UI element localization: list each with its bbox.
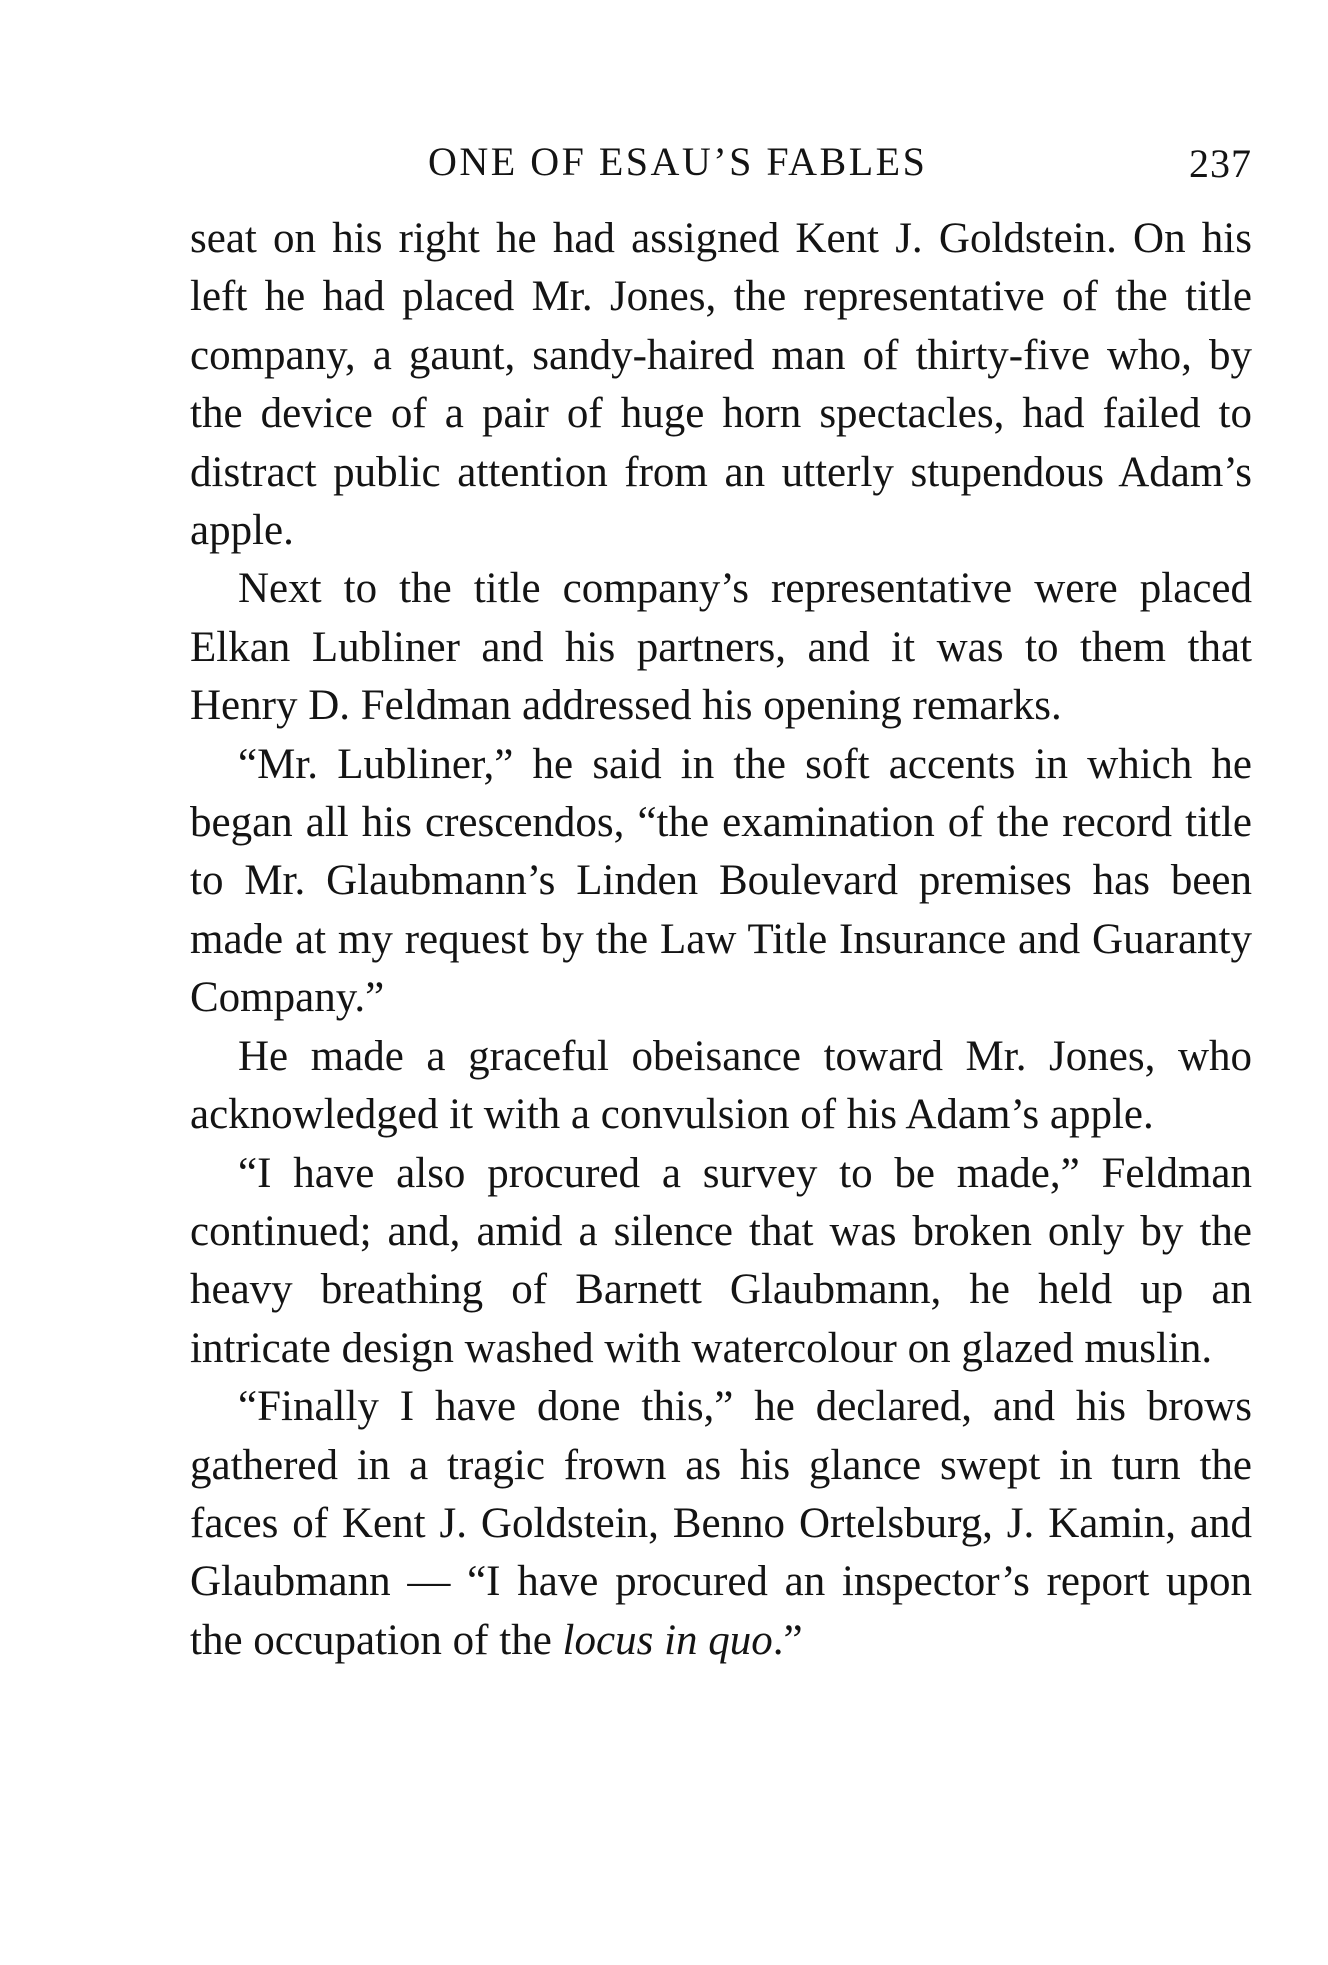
paragraph: He made a graceful obeisance toward Mr. Jones, who acknowledged it with a convulsion of his Adam’s apple.	[190, 1032, 1252, 1139]
paragraph: “Mr. Lubliner,” he said in the soft accents in which he began all his crescendos, “the examination of the record title to Mr. Glaubmann’s Linden Boulevard premises has been made at my request by the Law Title Insurance and Guaranty Company.”	[190, 740, 1252, 1022]
paragraph-text-end: .”	[772, 1616, 803, 1664]
page-number: 237	[1189, 141, 1252, 186]
paragraph: Next to the title company’s representative were placed Elkan Lubliner and his partners, and it was to them that Henry D. Feldman addressed his opening remarks.	[190, 565, 1252, 730]
running-title: ONE OF ESAU’S FABLES	[428, 139, 928, 184]
paragraph-text: “Finally I have done this,” he declared, and his brows gathered in a tragic frown as his glance swept in turn the faces of Kent J. Goldstein, Benno Ortelsburg, J. Kamin, and Glaubmann — “I have procured an inspector’s report upon the occupation of the	[190, 1383, 1252, 1664]
running-head	[190, 138, 1252, 198]
paragraph-continuation: seat on his right he had assigned Kent J. Goldstein. On his left he had placed Mr. Jones, the representative of the title company, a gaunt, sandy-haired man of thirty-five who, by the device of a pair of huge horn spectacles, had failed to distract public attention from an utterly stupendous Adam’s apple.	[190, 215, 1252, 555]
italic-phrase: locus in quo	[562, 1616, 773, 1664]
paragraph-final	[190, 1378, 1252, 1670]
paragraph: “I have also procured a survey to be made,” Feldman continued; and, amid a silence that was broken only by the heavy breathing of Barnett Glaubmann, he held up an intricate design washed with watercolour on glazed muslin.	[190, 1149, 1252, 1372]
body-text	[190, 210, 1252, 1670]
